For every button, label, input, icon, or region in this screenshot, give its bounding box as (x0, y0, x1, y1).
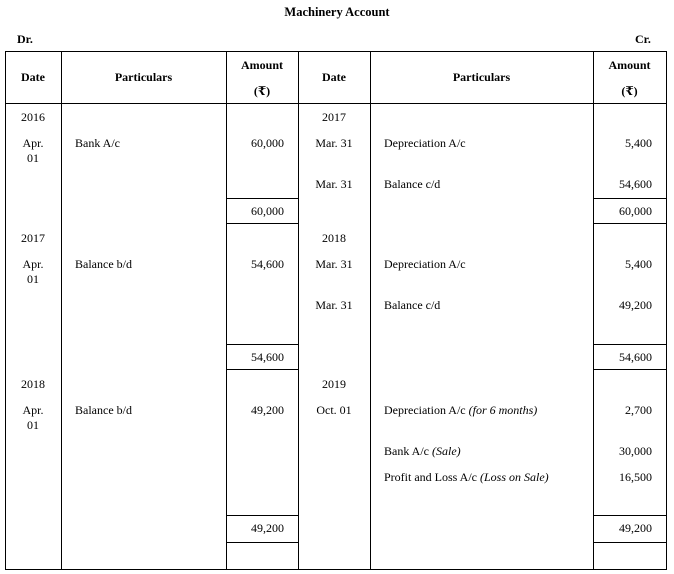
credit-label: Cr. (635, 32, 651, 46)
particular-bank-text: Bank A/c (384, 444, 432, 458)
page-title: Machinery Account (284, 5, 390, 19)
vline-date-part (61, 51, 62, 570)
amount-credit: 16,500 (619, 470, 652, 484)
amount-debit: 49,200 (251, 403, 284, 417)
debit-label: Dr. (17, 32, 33, 46)
year-2017: 2017 (21, 231, 45, 245)
header-rupee-dr: (₹) (253, 84, 271, 98)
vline-left (5, 51, 6, 570)
date-month: Apr. (22, 136, 44, 150)
header-particulars-dr: Particulars (114, 70, 173, 84)
date-mar31: Mar. 31 (315, 136, 353, 150)
date-day: 01 (27, 272, 39, 286)
total-credit: 49,200 (619, 521, 652, 535)
year-2017: 2017 (322, 110, 346, 124)
amount-credit: 5,400 (625, 257, 652, 271)
total-line (226, 369, 299, 370)
date-month: Apr. (22, 403, 44, 417)
amount-debit: 60,000 (251, 136, 284, 150)
total-line (593, 344, 667, 345)
particular-balance-cd: Balance c/d (384, 177, 441, 191)
total-line (226, 515, 299, 516)
amount-credit: 54,600 (619, 177, 652, 191)
total-line (226, 223, 299, 224)
date-mar31: Mar. 31 (315, 177, 353, 191)
total-debit: 49,200 (251, 521, 284, 535)
amount-credit: 2,700 (625, 403, 652, 417)
particular-depreciation-6m (384, 403, 537, 418)
particular-balance-bd: Balance b/d (75, 403, 132, 417)
header-date-dr: Date (21, 70, 45, 84)
particular-note: (for 6 months) (468, 403, 538, 417)
header-date-cr: Date (322, 70, 346, 84)
particular-depreciation-text: Depreciation A/c (384, 403, 466, 417)
particular-note: (Sale) (432, 444, 461, 458)
date-day: 01 (27, 151, 39, 165)
hline-top (5, 51, 667, 52)
total-line (593, 223, 667, 224)
total-debit: 60,000 (251, 204, 284, 218)
particular-depreciation: Depreciation A/c (384, 257, 466, 271)
header-amount-dr: Amount (240, 58, 283, 72)
total-credit: 54,600 (619, 350, 652, 364)
date-oct01: Oct. 01 (316, 403, 352, 417)
particular-depreciation: Depreciation A/c (384, 136, 466, 150)
date-mar31: Mar. 31 (315, 298, 353, 312)
amount-debit: 54,600 (251, 257, 284, 271)
vline-date-part-cr (370, 51, 371, 570)
particular-bank-sale (384, 444, 461, 459)
amount-credit: 49,200 (619, 298, 652, 312)
year-2018: 2018 (322, 231, 346, 245)
total-credit: 60,000 (619, 204, 652, 218)
vline-right (666, 51, 667, 570)
particular-profit-loss (384, 470, 549, 485)
total-line (226, 198, 299, 199)
amount-credit: 30,000 (619, 444, 652, 458)
particular-balance-cd: Balance c/d (384, 298, 441, 312)
header-amount-cr: Amount (608, 58, 651, 72)
total-debit: 54,600 (251, 350, 284, 364)
hline-bottom (5, 569, 667, 570)
header-particulars-cr: Particulars (452, 70, 511, 84)
date-mar31: Mar. 31 (315, 257, 353, 271)
particular-bank: Bank A/c (75, 136, 120, 150)
total-line (226, 542, 299, 543)
total-line (593, 369, 667, 370)
vline-part-amt (226, 51, 227, 570)
particular-pl-text: Profit and Loss A/c (384, 470, 480, 484)
year-2019: 2019 (322, 377, 346, 391)
year-2018: 2018 (21, 377, 45, 391)
particular-balance-bd: Balance b/d (75, 257, 132, 271)
total-line (593, 198, 667, 199)
amount-credit: 5,400 (625, 136, 652, 150)
total-line (226, 344, 299, 345)
particular-note: (Loss on Sale) (480, 470, 549, 484)
header-rupee-cr: (₹) (621, 84, 638, 98)
hline-header-bottom (5, 103, 667, 104)
year-2016: 2016 (21, 110, 45, 124)
total-line (593, 542, 667, 543)
date-day: 01 (27, 418, 39, 432)
date-month: Apr. (22, 257, 44, 271)
total-line (593, 515, 667, 516)
